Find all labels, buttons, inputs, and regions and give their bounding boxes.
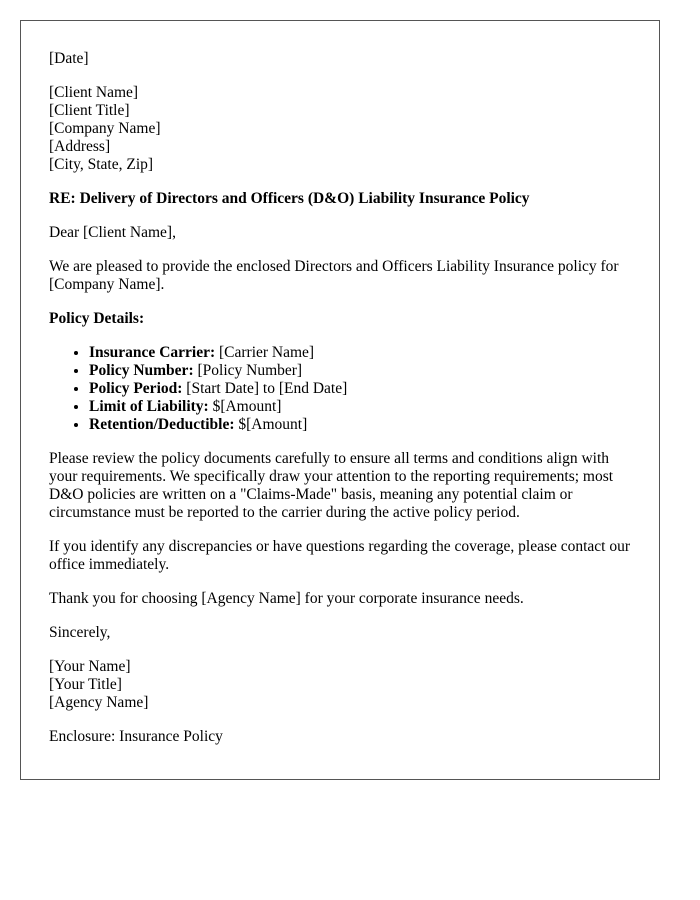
detail-value: [Start Date] to [End Date] [182, 380, 348, 397]
recipient-title: [Client Title] [49, 102, 130, 119]
salutation: Dear [Client Name], [49, 224, 176, 241]
review-paragraph: Please review the policy documents carefully to ensure all terms and conditions align with your requirements. We specifically draw your attention to the reporting requirements; most D&O policies are written on a "Claims-Made" basis, meaning any potential claim or circumstance must be reported to the carrier during the active policy period. [49, 450, 614, 521]
signer-agency: [Agency Name] [49, 694, 149, 711]
signer-title: [Your Title] [49, 676, 122, 693]
signer-name: [Your Name] [49, 658, 131, 675]
subject-line: RE: Delivery of Directors and Officers (D&O) Liability Insurance Policy [49, 190, 530, 207]
detail-value: [Carrier Name] [215, 344, 315, 361]
thanks-paragraph: Thank you for choosing [Agency Name] for your corporate insurance needs. [49, 590, 524, 607]
enclosure-line: Enclosure: Insurance Policy [49, 728, 223, 745]
detail-label: Retention/Deductible: [89, 416, 235, 433]
intro-paragraph: We are pleased to provide the enclosed Directors and Officers Liability Insurance policy for [Company Name]. [49, 258, 619, 293]
policy-details-heading: Policy Details: [49, 310, 145, 327]
detail-value: $[Amount] [208, 398, 282, 415]
detail-label: Policy Period: [89, 380, 183, 397]
detail-label: Limit of Liability: [89, 398, 209, 415]
contact-paragraph: If you identify any discrepancies or have questions regarding the coverage, please contact our office immediately. [49, 538, 631, 573]
recipient-address-line: [Address] [49, 138, 111, 155]
detail-label: Insurance Carrier: [89, 344, 216, 361]
detail-item-policy-period [89, 380, 631, 398]
detail-item-policy-number [89, 362, 631, 380]
signature-block [49, 658, 631, 712]
detail-value: [Policy Number] [193, 362, 303, 379]
detail-value: $[Amount] [234, 416, 308, 433]
detail-label: Policy Number: [89, 362, 194, 379]
letter-date [49, 50, 631, 68]
detail-item-limit [89, 398, 631, 416]
letter-page [20, 20, 660, 780]
closing: Sincerely, [49, 624, 111, 641]
recipient-city-state-zip: [City, State, Zip] [49, 156, 154, 173]
detail-item-carrier [89, 344, 631, 362]
recipient-company: [Company Name] [49, 120, 161, 137]
policy-details-list [49, 344, 631, 434]
date-text: [Date] [49, 50, 89, 67]
recipient-address [49, 84, 631, 174]
recipient-name: [Client Name] [49, 84, 139, 101]
detail-item-retention [89, 416, 631, 434]
